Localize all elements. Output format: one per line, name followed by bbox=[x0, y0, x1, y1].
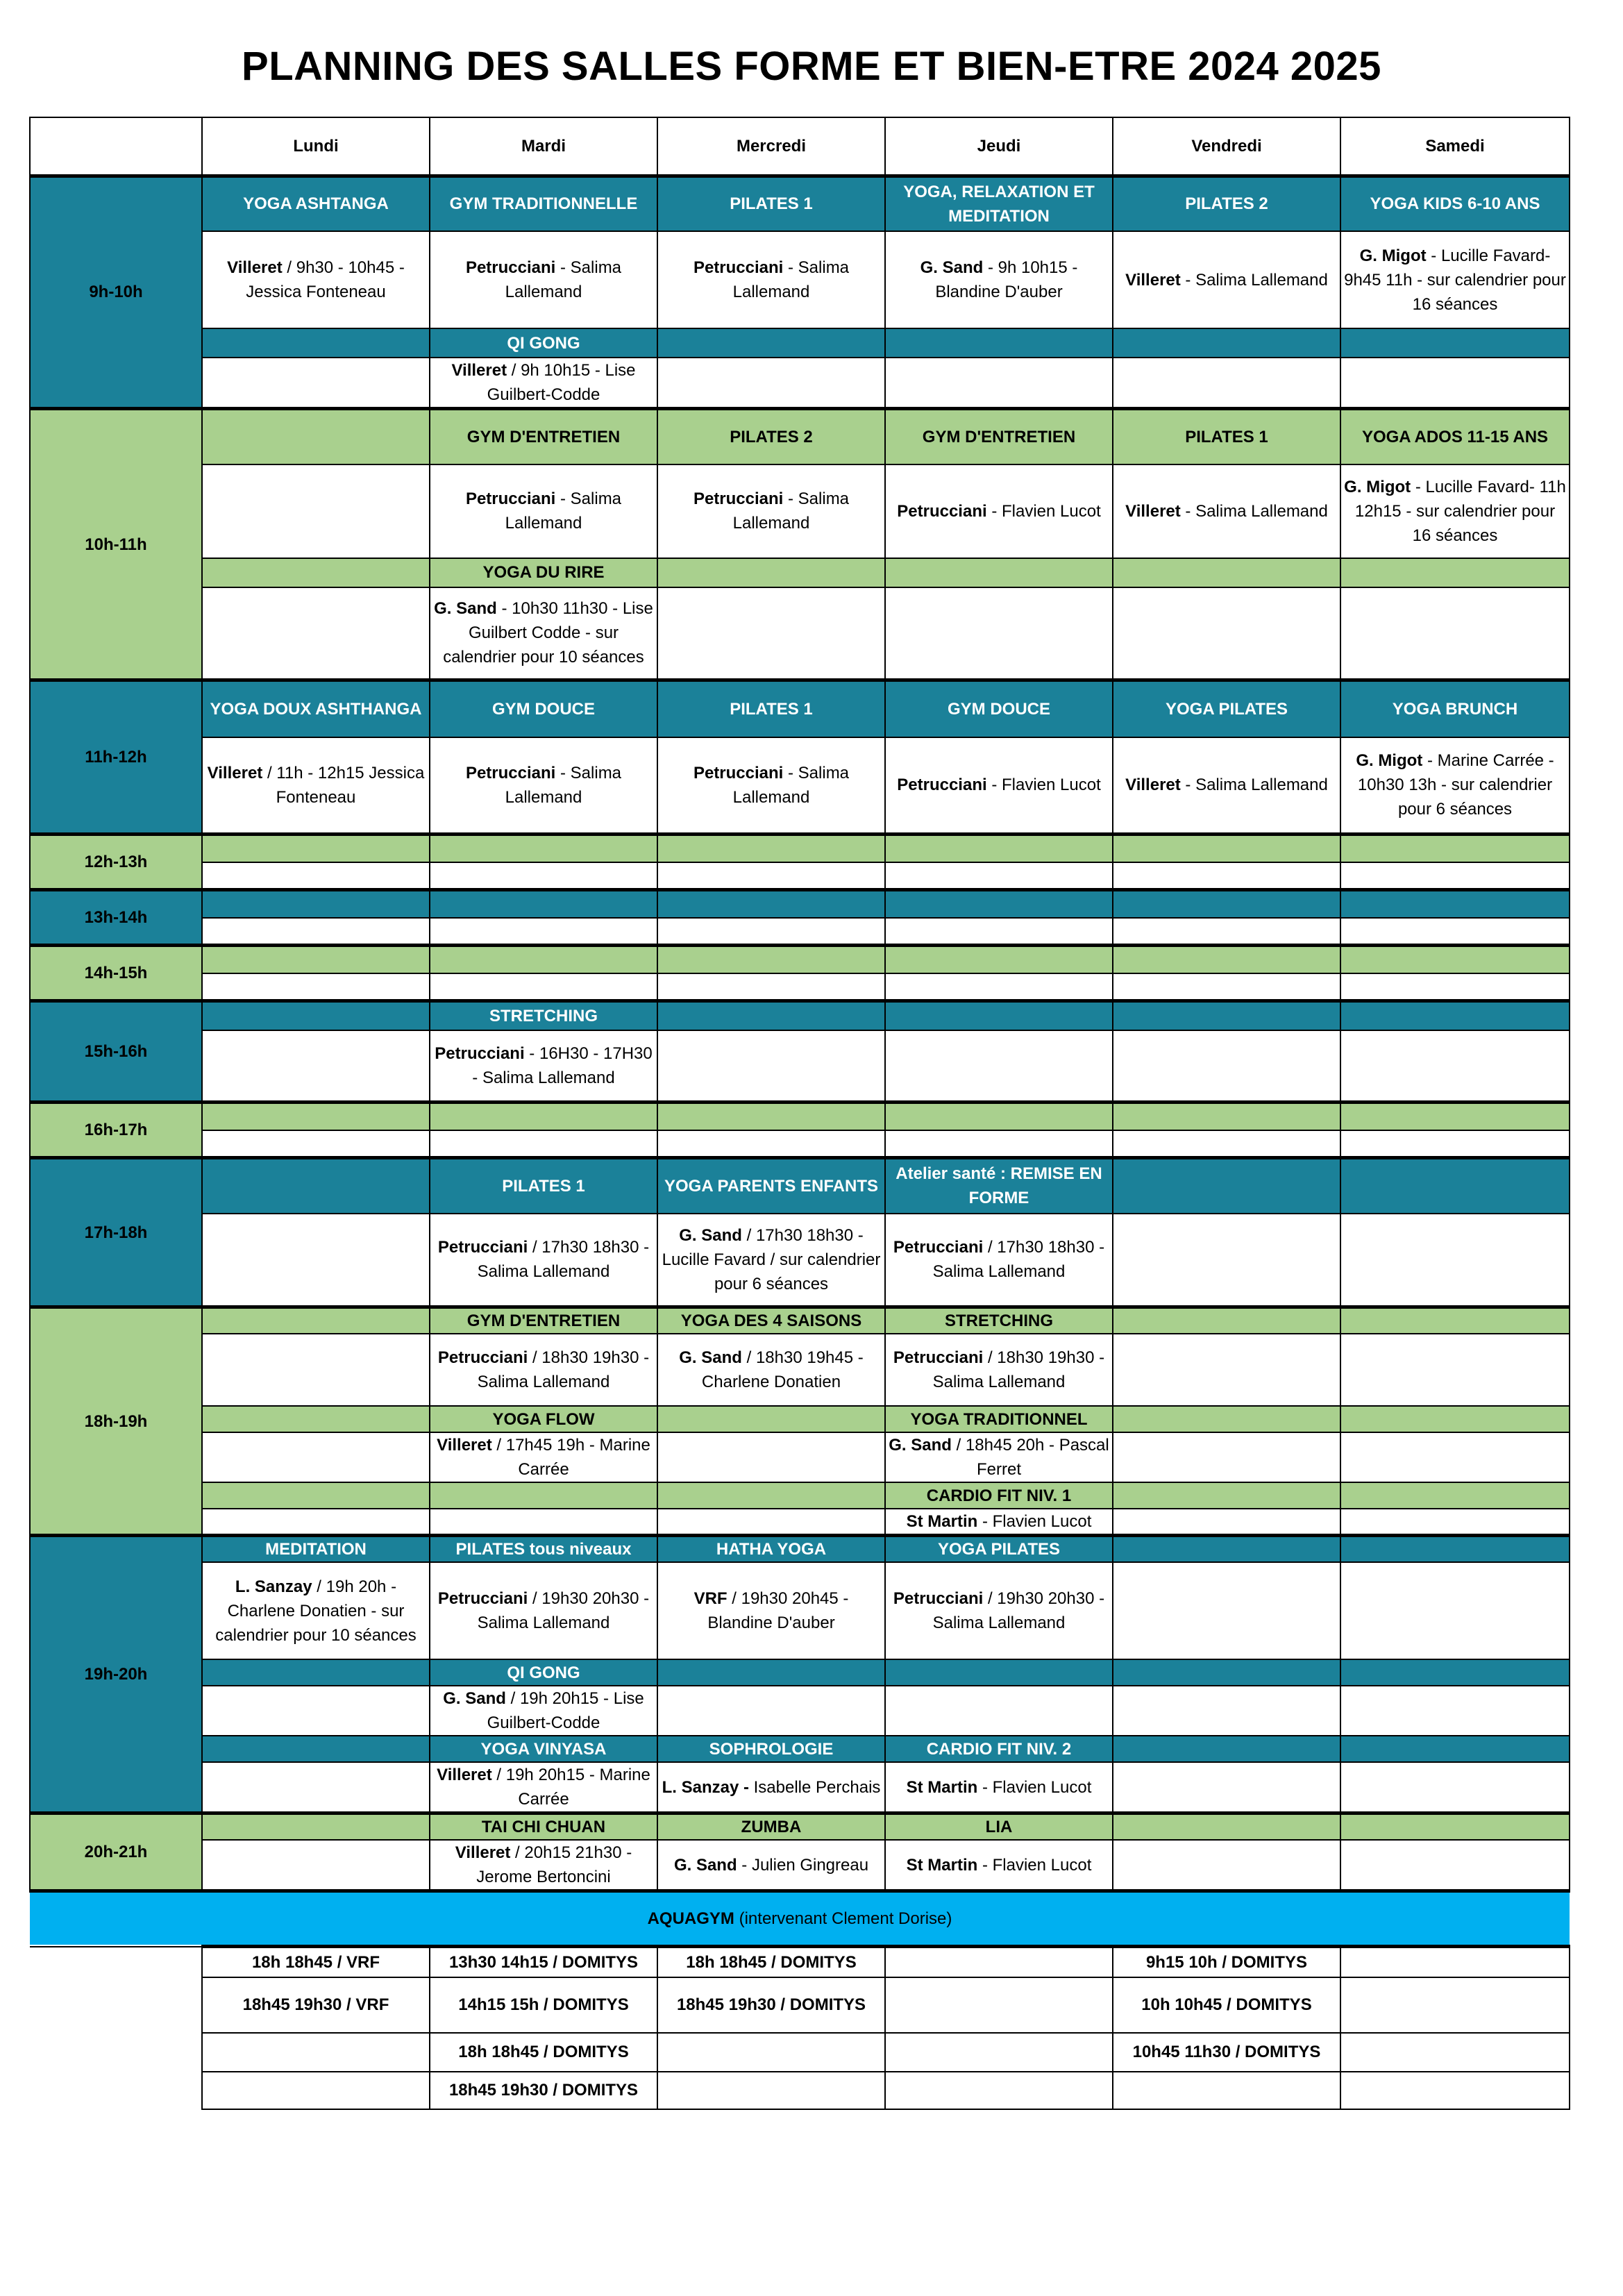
table-row bbox=[30, 1214, 1570, 1307]
table-row bbox=[30, 1103, 1570, 1130]
class-info: Petrucciani - 16H30 - 17H30 - Salima Lallemand bbox=[430, 1030, 657, 1103]
time-slot: 19h-20h bbox=[30, 1536, 202, 1813]
table-row bbox=[30, 464, 1570, 558]
table-row bbox=[30, 1977, 1570, 2033]
time-slot: 14h-15h bbox=[30, 946, 202, 1001]
table-row bbox=[30, 1947, 1570, 1977]
class-info: Petrucciani - Salima Lallemand bbox=[430, 737, 657, 835]
class-info: Villeret / 9h 10h15 - Lise Guilbert-Codde bbox=[430, 358, 657, 409]
class-info: Petrucciani - Salima Lallemand bbox=[657, 464, 885, 558]
class-name: PILATES 2 bbox=[657, 409, 885, 464]
class-name: GYM TRADITIONNELLE bbox=[430, 176, 657, 231]
class-info: Petrucciani / 18h30 19h30 - Salima Lallemand bbox=[430, 1334, 657, 1406]
aquagym-slot bbox=[657, 2033, 885, 2072]
class-info: Petrucciani - Flavien Lucot bbox=[885, 737, 1113, 835]
class-info: Villeret / 19h 20h15 - Marine Carrée bbox=[430, 1762, 657, 1813]
time-slot: 16h-17h bbox=[30, 1103, 202, 1158]
class-info: Villeret / 9h30 - 10h45 - Jessica Fonteneau bbox=[202, 231, 430, 328]
table-row bbox=[30, 1001, 1570, 1030]
aquagym-slot: 13h30 14h15 / DOMITYS bbox=[430, 1947, 657, 1977]
class-info: St Martin - Flavien Lucot bbox=[885, 1509, 1113, 1536]
aquagym-slot bbox=[1113, 2072, 1340, 2109]
class-info: G. Migot - Marine Carrée - 10h30 13h - sur calendrier pour 6 séances bbox=[1340, 737, 1570, 835]
class-name: GYM DOUCE bbox=[885, 680, 1113, 737]
aquagym-slot bbox=[885, 1947, 1113, 1977]
time-slot: 17h-18h bbox=[30, 1158, 202, 1307]
table-row bbox=[30, 946, 1570, 973]
class-info: G. Sand / 19h 20h15 - Lise Guilbert-Codde bbox=[430, 1686, 657, 1736]
aquagym-slot bbox=[202, 2072, 430, 2109]
aquagym-slot bbox=[202, 2033, 430, 2072]
class-info: G. Sand / 18h30 19h45 - Charlene Donatien bbox=[657, 1334, 885, 1406]
day-header: Mardi bbox=[430, 117, 657, 176]
class-name: STRETCHING bbox=[885, 1307, 1113, 1334]
class-name: YOGA FLOW bbox=[430, 1406, 657, 1432]
class-name: QI GONG bbox=[430, 328, 657, 358]
table-row bbox=[30, 328, 1570, 358]
class-info: St Martin - Flavien Lucot bbox=[885, 1762, 1113, 1813]
table-row bbox=[30, 558, 1570, 587]
class-info: Petrucciani - Salima Lallemand bbox=[657, 231, 885, 328]
table-row bbox=[30, 2072, 1570, 2109]
aquagym-slot: 18h 18h45 / DOMITYS bbox=[430, 2033, 657, 2072]
class-info: Villeret - Salima Lallemand bbox=[1113, 231, 1340, 328]
class-name: TAI CHI CHUAN bbox=[430, 1813, 657, 1841]
aquagym-slot bbox=[885, 2033, 1113, 2072]
class-name: YOGA PILATES bbox=[1113, 680, 1340, 737]
class-info: Petrucciani - Salima Lallemand bbox=[430, 464, 657, 558]
class-name: CARDIO FIT NIV. 2 bbox=[885, 1736, 1113, 1762]
table-row bbox=[30, 680, 1570, 737]
time-slot: 12h-13h bbox=[30, 835, 202, 890]
class-name: PILATES 1 bbox=[1113, 409, 1340, 464]
aquagym-slot: 18h45 19h30 / DOMITYS bbox=[430, 2072, 657, 2109]
class-name: GYM D'ENTRETIEN bbox=[430, 1307, 657, 1334]
table-row bbox=[30, 176, 1570, 231]
table-row bbox=[30, 1736, 1570, 1762]
table-row bbox=[30, 1686, 1570, 1736]
time-slot: 18h-19h bbox=[30, 1307, 202, 1536]
table-row bbox=[30, 1158, 1570, 1214]
class-info: G. Sand / 18h45 20h - Pascal Ferret bbox=[885, 1432, 1113, 1482]
aquagym-slot: 18h 18h45 / DOMITYS bbox=[657, 1947, 885, 1977]
aquagym-slot: 18h45 19h30 / DOMITYS bbox=[657, 1977, 885, 2033]
class-name: YOGA PILATES bbox=[885, 1536, 1113, 1563]
table-row bbox=[30, 1334, 1570, 1406]
class-info: Villeret - Salima Lallemand bbox=[1113, 737, 1340, 835]
class-name: GYM D'ENTRETIEN bbox=[885, 409, 1113, 464]
aquagym-slot bbox=[885, 2072, 1113, 2109]
class-info: G. Sand - 10h30 11h30 - Lise Guilbert Codde - sur calendrier pour 10 séances bbox=[430, 587, 657, 680]
aquagym-slot: 10h 10h45 / DOMITYS bbox=[1113, 1977, 1340, 2033]
class-name: YOGA KIDS 6-10 ANS bbox=[1340, 176, 1570, 231]
table-row bbox=[30, 1432, 1570, 1482]
table-row bbox=[30, 2033, 1570, 2072]
aquagym-slot: 14h15 15h / DOMITYS bbox=[430, 1977, 657, 2033]
table-row bbox=[30, 1307, 1570, 1334]
table-row bbox=[30, 409, 1570, 464]
class-name: PILATES tous niveaux bbox=[430, 1536, 657, 1563]
aquagym-slot: 10h45 11h30 / DOMITYS bbox=[1113, 2033, 1340, 2072]
table-row bbox=[30, 1030, 1570, 1103]
aquagym-title: AQUAGYM bbox=[647, 1909, 734, 1928]
class-name: YOGA DES 4 SAISONS bbox=[657, 1307, 885, 1334]
class-info: L. Sanzay / 19h 20h - Charlene Donatien - sur calendrier pour 10 séances bbox=[202, 1562, 430, 1659]
day-header: Mercredi bbox=[657, 117, 885, 176]
class-name: PILATES 1 bbox=[657, 680, 885, 737]
aquagym-slot bbox=[1340, 2033, 1570, 2072]
class-name: HATHA YOGA bbox=[657, 1536, 885, 1563]
class-name: CARDIO FIT NIV. 1 bbox=[885, 1482, 1113, 1509]
table-row bbox=[30, 1562, 1570, 1659]
aquagym-slot bbox=[885, 1977, 1113, 2033]
table-row bbox=[30, 231, 1570, 328]
aquagym-slot bbox=[1340, 1947, 1570, 1977]
class-info: Petrucciani - Flavien Lucot bbox=[885, 464, 1113, 558]
class-name: LIA bbox=[885, 1813, 1113, 1841]
class-name: PILATES 1 bbox=[430, 1158, 657, 1214]
table-row bbox=[30, 1840, 1570, 1891]
table-row bbox=[30, 1762, 1570, 1813]
class-name: YOGA BRUNCH bbox=[1340, 680, 1570, 737]
aquagym-subtitle: (intervenant Clement Dorise) bbox=[734, 1909, 952, 1928]
class-info: G. Migot - Lucille Favard- 11h 12h15 - sur calendrier pour 16 séances bbox=[1340, 464, 1570, 558]
class-name: STRETCHING bbox=[430, 1001, 657, 1030]
aquagym-slot: 9h15 10h / DOMITYS bbox=[1113, 1947, 1340, 1977]
table-row bbox=[30, 587, 1570, 680]
class-name: PILATES 2 bbox=[1113, 176, 1340, 231]
class-info: Villeret / 17h45 19h - Marine Carrée bbox=[430, 1432, 657, 1482]
table-row bbox=[30, 835, 1570, 862]
corner-cell bbox=[30, 117, 202, 176]
class-info: Petrucciani / 17h30 18h30 - Salima Lallemand bbox=[885, 1214, 1113, 1307]
class-name: YOGA VINYASA bbox=[430, 1736, 657, 1762]
time-slot: 15h-16h bbox=[30, 1001, 202, 1103]
time-slot: 10h-11h bbox=[30, 409, 202, 680]
class-info: Petrucciani / 17h30 18h30 - Salima Lallemand bbox=[430, 1214, 657, 1307]
aquagym-slot bbox=[657, 2072, 885, 2109]
class-info: Petrucciani / 19h30 20h30 - Salima Lallemand bbox=[430, 1562, 657, 1659]
class-name: GYM D'ENTRETIEN bbox=[430, 409, 657, 464]
table-row bbox=[30, 1406, 1570, 1432]
time-slot: 11h-12h bbox=[30, 680, 202, 835]
time-slot: 13h-14h bbox=[30, 890, 202, 946]
class-info: Petrucciani - Salima Lallemand bbox=[657, 737, 885, 835]
class-info: G. Migot - Lucille Favard- 9h45 11h - sur calendrier pour 16 séances bbox=[1340, 231, 1570, 328]
aquagym-slot bbox=[1340, 2072, 1570, 2109]
class-name: Atelier santé : REMISE EN FORME bbox=[885, 1158, 1113, 1214]
aquagym-slot: 18h 18h45 / VRF bbox=[202, 1947, 430, 1977]
table-row bbox=[30, 1509, 1570, 1536]
class-info: Petrucciani - Salima Lallemand bbox=[430, 231, 657, 328]
class-info: Petrucciani / 18h30 19h30 - Salima Lallemand bbox=[885, 1334, 1113, 1406]
aquagym-slot bbox=[1340, 1977, 1570, 2033]
class-name: YOGA DOUX ASHTHANGA bbox=[202, 680, 430, 737]
header-row bbox=[30, 117, 1570, 176]
class-info: Villeret / 20h15 21h30 - Jerome Bertoncini bbox=[430, 1840, 657, 1891]
class-name: YOGA ASHTANGA bbox=[202, 176, 430, 231]
class-name: ZUMBA bbox=[657, 1813, 885, 1841]
class-info: VRF / 19h30 20h45 - Blandine D'auber bbox=[657, 1562, 885, 1659]
time-slot: 9h-10h bbox=[30, 176, 202, 409]
class-info: St Martin - Flavien Lucot bbox=[885, 1840, 1113, 1891]
day-header: Samedi bbox=[1340, 117, 1570, 176]
schedule-table bbox=[29, 117, 1570, 2110]
class-name: YOGA PARENTS ENFANTS bbox=[657, 1158, 885, 1214]
class-info: G. Sand - Julien Gingreau bbox=[657, 1840, 885, 1891]
class-name: YOGA ADOS 11-15 ANS bbox=[1340, 409, 1570, 464]
class-info: L. Sanzay - Isabelle Perchais bbox=[657, 1762, 885, 1813]
class-name: YOGA DU RIRE bbox=[430, 558, 657, 587]
class-info: G. Sand / 17h30 18h30 - Lucille Favard / sur calendrier pour 6 séances bbox=[657, 1214, 885, 1307]
time-slot: 20h-21h bbox=[30, 1813, 202, 1891]
day-header: Jeudi bbox=[885, 117, 1113, 176]
class-name: GYM DOUCE bbox=[430, 680, 657, 737]
class-info: Villeret - Salima Lallemand bbox=[1113, 464, 1340, 558]
class-name: YOGA TRADITIONNEL bbox=[885, 1406, 1113, 1432]
class-name: QI GONG bbox=[430, 1659, 657, 1686]
aquagym-banner bbox=[30, 1891, 1570, 1947]
table-row bbox=[30, 1482, 1570, 1509]
class-name: YOGA, RELAXATION ET MEDITATION bbox=[885, 176, 1113, 231]
class-info: G. Sand - 9h 10h15 - Blandine D'auber bbox=[885, 231, 1113, 328]
page-title: PLANNING DES SALLES FORME ET BIEN-ETRE 2024 2025 bbox=[242, 44, 1381, 89]
class-name: MEDITATION bbox=[202, 1536, 430, 1563]
table-row bbox=[30, 1536, 1570, 1563]
table-row bbox=[30, 358, 1570, 409]
class-name bbox=[202, 409, 430, 464]
class-info: Villeret / 11h - 12h15 Jessica Fonteneau bbox=[202, 737, 430, 835]
table-row bbox=[30, 737, 1570, 835]
aquagym-slot: 18h45 19h30 / VRF bbox=[202, 1977, 430, 2033]
table-row bbox=[30, 1659, 1570, 1686]
class-info: Petrucciani / 19h30 20h30 - Salima Lallemand bbox=[885, 1562, 1113, 1659]
day-header: Vendredi bbox=[1113, 117, 1340, 176]
table-row bbox=[30, 1813, 1570, 1841]
class-name: SOPHROLOGIE bbox=[657, 1736, 885, 1762]
day-header: Lundi bbox=[202, 117, 430, 176]
class-name: PILATES 1 bbox=[657, 176, 885, 231]
table-row bbox=[30, 890, 1570, 918]
